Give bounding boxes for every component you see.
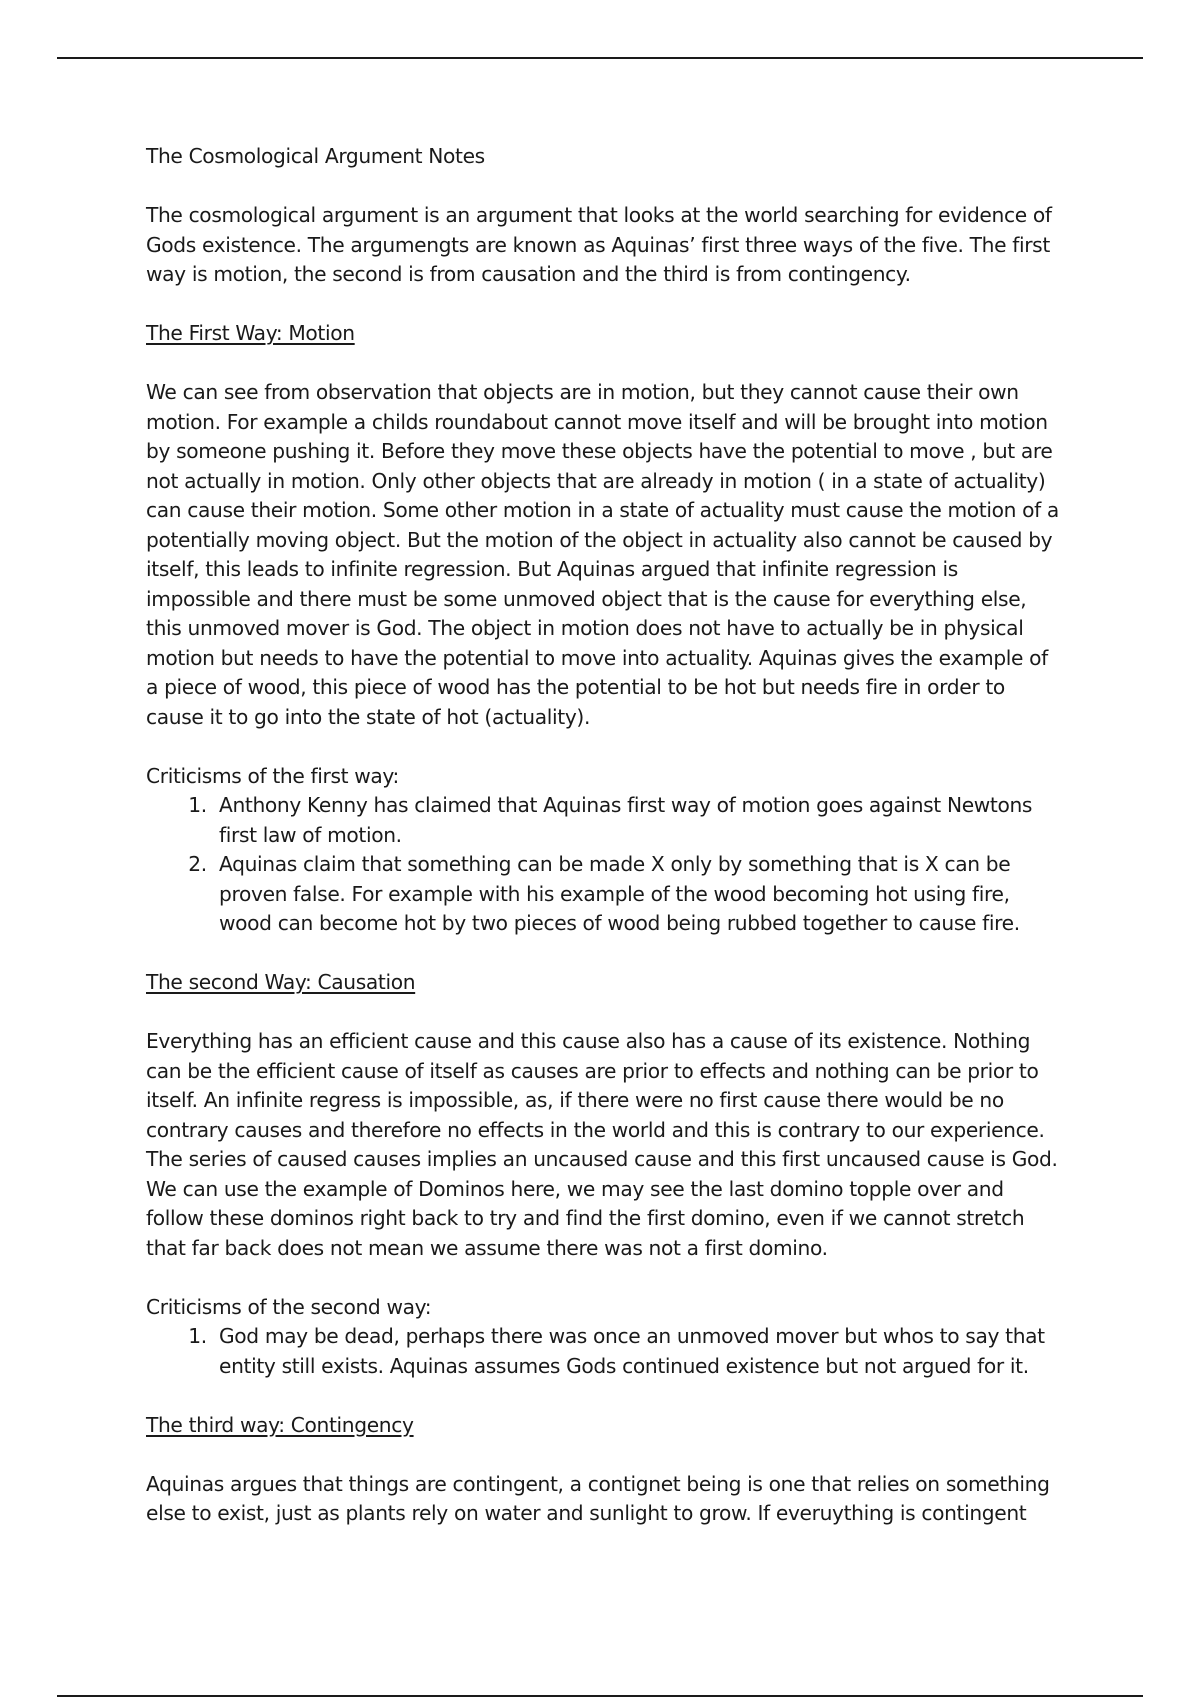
- header-rule: [57, 57, 1143, 59]
- second-way-criticisms-list: [146, 1322, 1066, 1381]
- second-way-paragraph: Everything has an efficient cause and this cause also has a cause of its existence. Nothing can be the efficient cause of itself as causes are prior to effects and nothing can be prior to itself. An infinite regress is impossible, as, if there were no first cause there would be no contrary causes and therefore no effects in the world and this is contrary to our experience. The series of caused causes implies an uncaused cause and this first uncaused cause is God. We can use the example of Dominos here, we may see the last domino topple over and follow these dominos right back to try and find the first domino, even if we cannot stretch that far back does not mean we assume there was not a first domino.: [146, 1029, 1058, 1260]
- first-way-criticisms-label: Criticisms of the first way:: [146, 763, 400, 788]
- list-item: 1. God may be dead, perhaps there was once an unmoved mover but whos to say that entity still exists. Aquinas assumes Gods continued existence but not argued for it.: [219, 1322, 1066, 1381]
- document-title: The Cosmological Argument Notes: [146, 144, 485, 168]
- document-page: [146, 142, 1066, 1558]
- heading-first-way: The First Way: Motion: [146, 321, 355, 345]
- intro-paragraph: The cosmological argument is an argument that looks at the world searching for evidence of Gods existence. The argumengts are known as Aquinas’ first three ways of the five. The first way is motion, the second is from causation and the third is from contingency.: [146, 203, 1052, 286]
- list-item: 1. Anthony Kenny has claimed that Aquinas first way of motion goes against Newtons first law of motion.: [219, 791, 1066, 850]
- heading-third-way: The third way: Contingency: [146, 1412, 414, 1437]
- first-way-criticisms-list: [146, 791, 1066, 939]
- footer-rule: [57, 1695, 1143, 1697]
- first-way-paragraph: We can see from observation that objects are in motion, but they cannot cause their own motion. For example a childs roundabout cannot move itself and will be brought into motion by someone pushing it. Before they move these objects have the potential to move , but are not actually in motion. Only other objects that are already in motion ( in a state of actuality) can cause their motion. Some other motion in a state of actuality must cause the motion of a potentially moving object. But the motion of the object in actuality also cannot be caused by itself, this leads to infinite regression. But Aquinas argued that infinite regression is impossible and there must be some unmoved object that is the cause for everything else, this unmoved mover is God. The object in motion does not have to actually be in physical motion but needs to have the potential to move into actuality. Aquinas gives the example of a piece of wood, this piece of wood has the potential to be hot but needs fire in order to cause it to go into the state of hot (actuality).: [146, 380, 1059, 729]
- heading-second-way: The second Way: Causation: [146, 970, 416, 994]
- list-item: 2. Aquinas claim that something can be made X only by something that is X can be proven false. For example with his example of the wood becoming hot using fire, wood can become hot by two pieces of wood being rubbed together to cause fire.: [219, 850, 1066, 939]
- second-way-criticisms-label: Criticisms of the second way:: [146, 1294, 432, 1319]
- third-way-paragraph: Aquinas argues that things are contingent, a contignet being is one that relies on something else to exist, just as plants rely on water and sunlight to grow. If everuything is contingent: [146, 1471, 1050, 1525]
